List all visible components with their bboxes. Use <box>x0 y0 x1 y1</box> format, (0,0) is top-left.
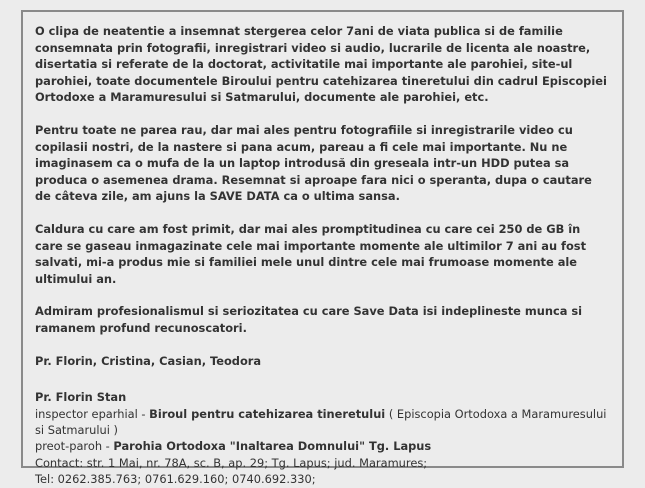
role-inspector-suffix: ( Episcopia Ortodoxa a Maramuresului si Satmarului ) <box>35 406 607 437</box>
testimonial-paragraph-2: Pentru toate ne parea rau, dar mai ales pentru fotografiile si inregistrarile video cu copilasii nostri, de la nastere si pana acum, pareau a fi cele mai importante. Nu ne imaginasem ca o mufa de la un laptop introdusă din greseala intr-un HDD putea sa produca o asemenea drama. Resemnat si aproape fara nici o speranta, dupa o cautare de câteva zile, am ajuns la SAVE DATA ca o ultima sansa. <box>35 122 592 204</box>
role-priest-prefix: preot-paroh - <box>35 439 114 454</box>
signature-block <box>35 389 610 487</box>
signature-name: Pr. Florin Stan <box>35 390 127 405</box>
testimonial-box <box>21 10 624 487</box>
role-priest-org: Parohia Ortodoxa "Inaltarea Domnului" Tg. Lapus <box>113 439 432 454</box>
testimonial-paragraph-4: Admiram profesionalismul si seriozitatea cu care Save Data isi indeplineste munca si ramanem profund recunoscatori. <box>35 304 583 335</box>
signature-phone: Tel: 0262.385.763; 0761.629.160; 0740.692.330; <box>35 472 316 487</box>
testimonial-paragraph-1: O clipa de neatentie a insemnat stergerea celor 7ani de viata publica si de familie consemnata prin fotografii, inregistrari video si audio, lucrarile de licenta ale noastre, disertatia si referate de la doctorat, activitatile mai importante ale parohiei, site-ul parohiei, toate documentele Biroului pentru catehizarea tineretului din cadrul Episcopiei Ortodoxe a Maramuresului si Satmarului, documente ale parohiei, etc. <box>35 24 607 105</box>
role-inspector-org: Biroul pentru catehizarea tineretului <box>149 406 386 421</box>
testimonial-authors: Pr. Florin, Cristina, Casian, Teodora <box>35 353 262 368</box>
role-inspector-prefix: inspector eparhial - <box>35 406 150 421</box>
testimonial-paragraph-3: Caldura cu care am fost primit, dar mai ales promptitudinea cu care cei 250 de GB în care se gaseau inmagazinate cele mai importante momente ale ultimilor 7 ani au fost salvati, mi-a produs mie si familiei mele unul dintre cele mai frumoase momente ale ultimului an. <box>35 221 587 286</box>
signature-role-priest <box>35 438 610 454</box>
signature-role-inspector <box>35 406 610 439</box>
signature-contact: Contact: str. 1 Mai, nr. 78A, sc. B, ap. 29; Tg. Lapus; jud. Maramures; <box>35 455 428 470</box>
